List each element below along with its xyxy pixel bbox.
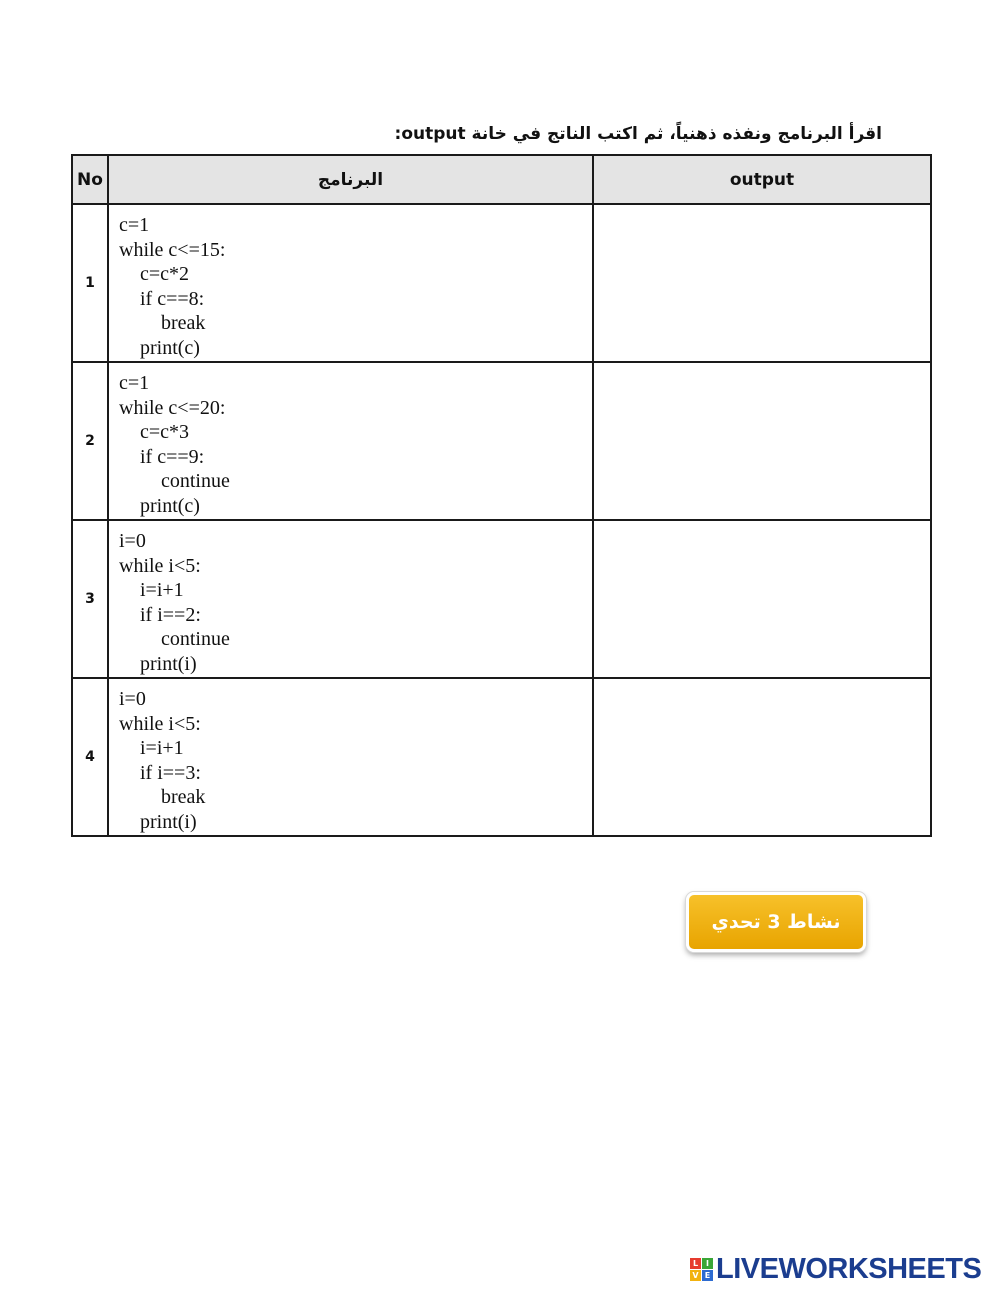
code-line: break bbox=[161, 312, 206, 335]
output-cell bbox=[593, 678, 931, 836]
code-line: print(i) bbox=[140, 810, 197, 833]
code-line: if i==2: bbox=[140, 603, 201, 626]
header-output: output bbox=[593, 155, 931, 204]
code-line: while c<=20: bbox=[119, 396, 226, 419]
header-program: البرنامج bbox=[108, 155, 593, 204]
header-no: No bbox=[72, 155, 108, 204]
code-line: if c==8: bbox=[140, 287, 205, 310]
code-line: c=c*2 bbox=[140, 263, 190, 286]
row-number: 3 bbox=[72, 520, 108, 678]
exercise-table bbox=[71, 154, 932, 837]
liveworksheets-logo bbox=[690, 1252, 981, 1286]
logo-letter: E bbox=[702, 1270, 713, 1281]
instruction-text: اقرأ البرنامج ونفذه ذهنياً، ثم اكتب الناتج في خانة output: bbox=[394, 124, 882, 144]
output-input-4[interactable] bbox=[594, 679, 930, 833]
table-row bbox=[72, 678, 931, 836]
code-line: break bbox=[161, 786, 206, 809]
code-line: i=0 bbox=[119, 688, 146, 710]
code-line: c=c*3 bbox=[140, 421, 190, 444]
code-line: while i<5: bbox=[119, 712, 201, 735]
logo-mark-icon bbox=[690, 1258, 713, 1281]
code-line: continue bbox=[161, 628, 230, 651]
program-code bbox=[108, 678, 593, 836]
output-input-3[interactable] bbox=[594, 521, 930, 675]
output-cell bbox=[593, 362, 931, 520]
logo-letter: I bbox=[702, 1258, 713, 1269]
code-line: print(c) bbox=[140, 494, 200, 517]
program-code bbox=[108, 204, 593, 362]
code-line: c=1 bbox=[119, 214, 150, 236]
code-line: if i==3: bbox=[140, 761, 201, 784]
table-row bbox=[72, 362, 931, 520]
output-input-2[interactable] bbox=[594, 363, 930, 517]
table-row bbox=[72, 204, 931, 362]
code-line: i=0 bbox=[119, 530, 146, 552]
program-code bbox=[108, 362, 593, 520]
table-header-row bbox=[72, 155, 931, 204]
code-line: print(c) bbox=[140, 336, 200, 359]
row-number: 4 bbox=[72, 678, 108, 836]
code-line: if c==9: bbox=[140, 445, 205, 468]
output-cell bbox=[593, 204, 931, 362]
output-input-1[interactable] bbox=[594, 205, 930, 359]
challenge-activity-button[interactable]: نشاط 3 تحدي bbox=[686, 892, 866, 952]
code-line: c=1 bbox=[119, 372, 150, 394]
row-number: 1 bbox=[72, 204, 108, 362]
row-number: 2 bbox=[72, 362, 108, 520]
code-line: print(i) bbox=[140, 652, 197, 675]
brand-name: LIVEWORKSHEETS bbox=[716, 1252, 982, 1285]
code-line: while i<5: bbox=[119, 554, 201, 577]
code-line: i=i+1 bbox=[140, 737, 184, 760]
table-row bbox=[72, 520, 931, 678]
program-code bbox=[108, 520, 593, 678]
logo-letter: V bbox=[690, 1270, 701, 1281]
logo-letter: L bbox=[690, 1258, 701, 1269]
code-line: i=i+1 bbox=[140, 579, 184, 602]
output-cell bbox=[593, 520, 931, 678]
code-line: continue bbox=[161, 470, 230, 493]
code-line: while c<=15: bbox=[119, 238, 226, 261]
